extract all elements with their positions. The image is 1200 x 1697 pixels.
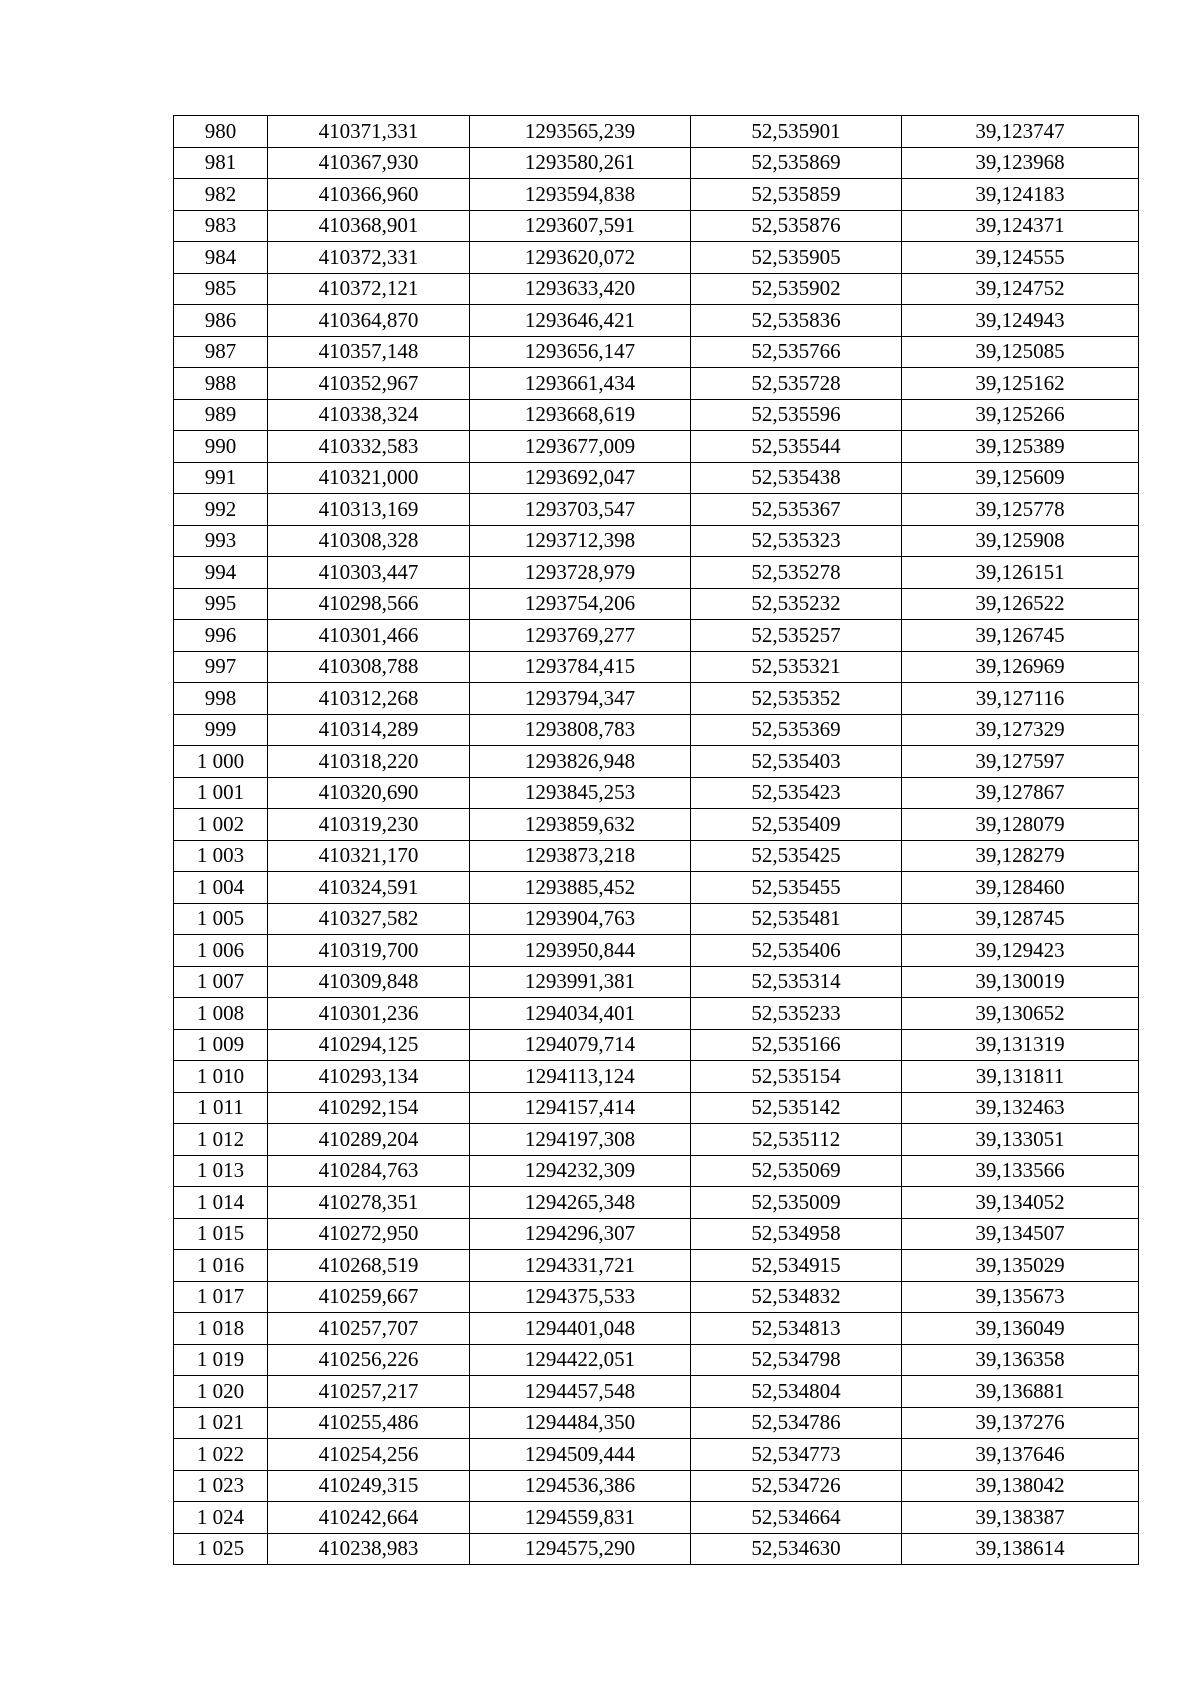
y-coordinate-cell: 1293885,452 — [470, 872, 691, 904]
x-coordinate-cell: 410293,134 — [268, 1061, 470, 1093]
table-row — [174, 1470, 1139, 1502]
point-number-cell: 999 — [174, 714, 268, 746]
longitude-cell: 39,127329 — [902, 714, 1139, 746]
point-number-cell: 980 — [174, 116, 268, 148]
point-number-cell: 982 — [174, 179, 268, 211]
y-coordinate-cell: 1294559,831 — [470, 1502, 691, 1534]
x-coordinate-cell: 410292,154 — [268, 1092, 470, 1124]
longitude-cell: 39,138042 — [902, 1470, 1139, 1502]
longitude-cell: 39,130652 — [902, 998, 1139, 1030]
point-number-cell: 987 — [174, 336, 268, 368]
point-number-cell: 988 — [174, 368, 268, 400]
y-coordinate-cell: 1294509,444 — [470, 1439, 691, 1471]
y-coordinate-cell: 1293580,261 — [470, 147, 691, 179]
x-coordinate-cell: 410372,331 — [268, 242, 470, 274]
x-coordinate-cell: 410289,204 — [268, 1124, 470, 1156]
latitude-cell: 52,535901 — [691, 116, 902, 148]
latitude-cell: 52,535481 — [691, 903, 902, 935]
y-coordinate-cell: 1294575,290 — [470, 1533, 691, 1565]
longitude-cell: 39,125389 — [902, 431, 1139, 463]
longitude-cell: 39,135029 — [902, 1250, 1139, 1282]
x-coordinate-cell: 410367,930 — [268, 147, 470, 179]
latitude-cell: 52,534798 — [691, 1344, 902, 1376]
y-coordinate-cell: 1294034,401 — [470, 998, 691, 1030]
table-row — [174, 1313, 1139, 1345]
x-coordinate-cell: 410364,870 — [268, 305, 470, 337]
y-coordinate-cell: 1293692,047 — [470, 462, 691, 494]
latitude-cell: 52,535321 — [691, 651, 902, 683]
latitude-cell: 52,534813 — [691, 1313, 902, 1345]
table-row — [174, 1281, 1139, 1313]
point-number-cell: 1 004 — [174, 872, 268, 904]
latitude-cell: 52,535438 — [691, 462, 902, 494]
x-coordinate-cell: 410357,148 — [268, 336, 470, 368]
y-coordinate-cell: 1293859,632 — [470, 809, 691, 841]
table-row — [174, 368, 1139, 400]
table-row — [174, 305, 1139, 337]
y-coordinate-cell: 1293991,381 — [470, 966, 691, 998]
latitude-cell: 52,535369 — [691, 714, 902, 746]
longitude-cell: 39,127597 — [902, 746, 1139, 778]
x-coordinate-cell: 410249,315 — [268, 1470, 470, 1502]
table-row — [174, 242, 1139, 274]
latitude-cell: 52,535403 — [691, 746, 902, 778]
table-row — [174, 1344, 1139, 1376]
x-coordinate-cell: 410314,289 — [268, 714, 470, 746]
longitude-cell: 39,125162 — [902, 368, 1139, 400]
longitude-cell: 39,125778 — [902, 494, 1139, 526]
longitude-cell: 39,133566 — [902, 1155, 1139, 1187]
longitude-cell: 39,123968 — [902, 147, 1139, 179]
longitude-cell: 39,125085 — [902, 336, 1139, 368]
point-number-cell: 983 — [174, 210, 268, 242]
x-coordinate-cell: 410256,226 — [268, 1344, 470, 1376]
coordinates-table — [173, 115, 1139, 1565]
latitude-cell: 52,535232 — [691, 588, 902, 620]
point-number-cell: 1 015 — [174, 1218, 268, 1250]
y-coordinate-cell: 1294079,714 — [470, 1029, 691, 1061]
y-coordinate-cell: 1293661,434 — [470, 368, 691, 400]
x-coordinate-cell: 410268,519 — [268, 1250, 470, 1282]
point-number-cell: 989 — [174, 399, 268, 431]
point-number-cell: 998 — [174, 683, 268, 715]
latitude-cell: 52,534773 — [691, 1439, 902, 1471]
latitude-cell: 52,534726 — [691, 1470, 902, 1502]
table-row — [174, 147, 1139, 179]
y-coordinate-cell: 1294457,548 — [470, 1376, 691, 1408]
latitude-cell: 52,535728 — [691, 368, 902, 400]
point-number-cell: 1 009 — [174, 1029, 268, 1061]
point-number-cell: 992 — [174, 494, 268, 526]
longitude-cell: 39,128745 — [902, 903, 1139, 935]
longitude-cell: 39,126745 — [902, 620, 1139, 652]
point-number-cell: 995 — [174, 588, 268, 620]
longitude-cell: 39,133051 — [902, 1124, 1139, 1156]
table-row — [174, 683, 1139, 715]
longitude-cell: 39,126522 — [902, 588, 1139, 620]
table-row — [174, 872, 1139, 904]
table-row — [174, 179, 1139, 211]
y-coordinate-cell: 1293769,277 — [470, 620, 691, 652]
x-coordinate-cell: 410313,169 — [268, 494, 470, 526]
table-row — [174, 840, 1139, 872]
point-number-cell: 1 025 — [174, 1533, 268, 1565]
y-coordinate-cell: 1294113,124 — [470, 1061, 691, 1093]
longitude-cell: 39,130019 — [902, 966, 1139, 998]
y-coordinate-cell: 1293904,763 — [470, 903, 691, 935]
latitude-cell: 52,535278 — [691, 557, 902, 589]
longitude-cell: 39,127116 — [902, 683, 1139, 715]
point-number-cell: 1 003 — [174, 840, 268, 872]
point-number-cell: 1 013 — [174, 1155, 268, 1187]
x-coordinate-cell: 410255,486 — [268, 1407, 470, 1439]
y-coordinate-cell: 1294157,414 — [470, 1092, 691, 1124]
x-coordinate-cell: 410309,848 — [268, 966, 470, 998]
latitude-cell: 52,535323 — [691, 525, 902, 557]
longitude-cell: 39,125908 — [902, 525, 1139, 557]
latitude-cell: 52,534958 — [691, 1218, 902, 1250]
longitude-cell: 39,134507 — [902, 1218, 1139, 1250]
point-number-cell: 981 — [174, 147, 268, 179]
table-row — [174, 1502, 1139, 1534]
latitude-cell: 52,534786 — [691, 1407, 902, 1439]
y-coordinate-cell: 1293845,253 — [470, 777, 691, 809]
table-row — [174, 998, 1139, 1030]
latitude-cell: 52,535425 — [691, 840, 902, 872]
longitude-cell: 39,131811 — [902, 1061, 1139, 1093]
table-row — [174, 210, 1139, 242]
coordinates-table-body — [174, 116, 1139, 1565]
point-number-cell: 993 — [174, 525, 268, 557]
y-coordinate-cell: 1293677,009 — [470, 431, 691, 463]
x-coordinate-cell: 410352,967 — [268, 368, 470, 400]
y-coordinate-cell: 1294265,348 — [470, 1187, 691, 1219]
table-row — [174, 620, 1139, 652]
x-coordinate-cell: 410238,983 — [268, 1533, 470, 1565]
point-number-cell: 986 — [174, 305, 268, 337]
x-coordinate-cell: 410366,960 — [268, 179, 470, 211]
point-number-cell: 1 005 — [174, 903, 268, 935]
longitude-cell: 39,124943 — [902, 305, 1139, 337]
longitude-cell: 39,127867 — [902, 777, 1139, 809]
point-number-cell: 1 016 — [174, 1250, 268, 1282]
x-coordinate-cell: 410308,788 — [268, 651, 470, 683]
table-row — [174, 1061, 1139, 1093]
table-row — [174, 525, 1139, 557]
point-number-cell: 996 — [174, 620, 268, 652]
x-coordinate-cell: 410298,566 — [268, 588, 470, 620]
table-row — [174, 336, 1139, 368]
point-number-cell: 1 024 — [174, 1502, 268, 1534]
longitude-cell: 39,136881 — [902, 1376, 1139, 1408]
point-number-cell: 1 021 — [174, 1407, 268, 1439]
table-row — [174, 1250, 1139, 1282]
x-coordinate-cell: 410319,700 — [268, 935, 470, 967]
y-coordinate-cell: 1293712,398 — [470, 525, 691, 557]
point-number-cell: 984 — [174, 242, 268, 274]
table-row — [174, 1376, 1139, 1408]
table-row — [174, 746, 1139, 778]
longitude-cell: 39,137646 — [902, 1439, 1139, 1471]
latitude-cell: 52,535544 — [691, 431, 902, 463]
latitude-cell: 52,535902 — [691, 273, 902, 305]
y-coordinate-cell: 1293565,239 — [470, 116, 691, 148]
latitude-cell: 52,535142 — [691, 1092, 902, 1124]
x-coordinate-cell: 410278,351 — [268, 1187, 470, 1219]
point-number-cell: 1 022 — [174, 1439, 268, 1471]
y-coordinate-cell: 1294536,386 — [470, 1470, 691, 1502]
longitude-cell: 39,128279 — [902, 840, 1139, 872]
y-coordinate-cell: 1293826,948 — [470, 746, 691, 778]
table-row — [174, 714, 1139, 746]
y-coordinate-cell: 1293620,072 — [470, 242, 691, 274]
y-coordinate-cell: 1294296,307 — [470, 1218, 691, 1250]
latitude-cell: 52,535836 — [691, 305, 902, 337]
table-row — [174, 588, 1139, 620]
x-coordinate-cell: 410324,591 — [268, 872, 470, 904]
longitude-cell: 39,134052 — [902, 1187, 1139, 1219]
longitude-cell: 39,124183 — [902, 179, 1139, 211]
table-row — [174, 1218, 1139, 1250]
latitude-cell: 52,534804 — [691, 1376, 902, 1408]
table-row — [174, 1407, 1139, 1439]
latitude-cell: 52,535869 — [691, 147, 902, 179]
y-coordinate-cell: 1294232,309 — [470, 1155, 691, 1187]
longitude-cell: 39,137276 — [902, 1407, 1139, 1439]
point-number-cell: 991 — [174, 462, 268, 494]
longitude-cell: 39,135673 — [902, 1281, 1139, 1313]
x-coordinate-cell: 410294,125 — [268, 1029, 470, 1061]
point-number-cell: 1 018 — [174, 1313, 268, 1345]
latitude-cell: 52,535154 — [691, 1061, 902, 1093]
latitude-cell: 52,535406 — [691, 935, 902, 967]
x-coordinate-cell: 410259,667 — [268, 1281, 470, 1313]
latitude-cell: 52,535314 — [691, 966, 902, 998]
longitude-cell: 39,129423 — [902, 935, 1139, 967]
longitude-cell: 39,136049 — [902, 1313, 1139, 1345]
y-coordinate-cell: 1293950,844 — [470, 935, 691, 967]
x-coordinate-cell: 410338,324 — [268, 399, 470, 431]
table-row — [174, 966, 1139, 998]
longitude-cell: 39,125609 — [902, 462, 1139, 494]
longitude-cell: 39,128079 — [902, 809, 1139, 841]
x-coordinate-cell: 410242,664 — [268, 1502, 470, 1534]
x-coordinate-cell: 410257,217 — [268, 1376, 470, 1408]
x-coordinate-cell: 410320,690 — [268, 777, 470, 809]
y-coordinate-cell: 1293873,218 — [470, 840, 691, 872]
y-coordinate-cell: 1293633,420 — [470, 273, 691, 305]
x-coordinate-cell: 410319,230 — [268, 809, 470, 841]
y-coordinate-cell: 1294484,350 — [470, 1407, 691, 1439]
table-row — [174, 903, 1139, 935]
longitude-cell: 39,136358 — [902, 1344, 1139, 1376]
table-row — [174, 273, 1139, 305]
longitude-cell: 39,138387 — [902, 1502, 1139, 1534]
point-number-cell: 1 002 — [174, 809, 268, 841]
latitude-cell: 52,535876 — [691, 210, 902, 242]
latitude-cell: 52,535166 — [691, 1029, 902, 1061]
latitude-cell: 52,535367 — [691, 494, 902, 526]
table-row — [174, 1533, 1139, 1565]
latitude-cell: 52,535112 — [691, 1124, 902, 1156]
point-number-cell: 1 006 — [174, 935, 268, 967]
point-number-cell: 985 — [174, 273, 268, 305]
x-coordinate-cell: 410321,000 — [268, 462, 470, 494]
latitude-cell: 52,535257 — [691, 620, 902, 652]
x-coordinate-cell: 410372,121 — [268, 273, 470, 305]
longitude-cell: 39,125266 — [902, 399, 1139, 431]
longitude-cell: 39,126151 — [902, 557, 1139, 589]
point-number-cell: 1 008 — [174, 998, 268, 1030]
longitude-cell: 39,126969 — [902, 651, 1139, 683]
x-coordinate-cell: 410318,220 — [268, 746, 470, 778]
x-coordinate-cell: 410371,331 — [268, 116, 470, 148]
x-coordinate-cell: 410312,268 — [268, 683, 470, 715]
longitude-cell: 39,131319 — [902, 1029, 1139, 1061]
x-coordinate-cell: 410272,950 — [268, 1218, 470, 1250]
latitude-cell: 52,535423 — [691, 777, 902, 809]
longitude-cell: 39,128460 — [902, 872, 1139, 904]
y-coordinate-cell: 1293728,979 — [470, 557, 691, 589]
table-row — [174, 1187, 1139, 1219]
x-coordinate-cell: 410254,256 — [268, 1439, 470, 1471]
table-row — [174, 809, 1139, 841]
table-row — [174, 494, 1139, 526]
point-number-cell: 1 001 — [174, 777, 268, 809]
table-row — [174, 462, 1139, 494]
y-coordinate-cell: 1294375,533 — [470, 1281, 691, 1313]
table-row — [174, 935, 1139, 967]
y-coordinate-cell: 1293594,838 — [470, 179, 691, 211]
point-number-cell: 990 — [174, 431, 268, 463]
table-row — [174, 1439, 1139, 1471]
latitude-cell: 52,535596 — [691, 399, 902, 431]
y-coordinate-cell: 1294331,721 — [470, 1250, 691, 1282]
latitude-cell: 52,534915 — [691, 1250, 902, 1282]
table-row — [174, 116, 1139, 148]
point-number-cell: 1 019 — [174, 1344, 268, 1376]
table-row — [174, 1092, 1139, 1124]
point-number-cell: 1 017 — [174, 1281, 268, 1313]
longitude-cell: 39,123747 — [902, 116, 1139, 148]
latitude-cell: 52,534630 — [691, 1533, 902, 1565]
y-coordinate-cell: 1293668,619 — [470, 399, 691, 431]
latitude-cell: 52,535069 — [691, 1155, 902, 1187]
point-number-cell: 1 023 — [174, 1470, 268, 1502]
latitude-cell: 52,535905 — [691, 242, 902, 274]
point-number-cell: 1 000 — [174, 746, 268, 778]
point-number-cell: 994 — [174, 557, 268, 589]
point-number-cell: 1 011 — [174, 1092, 268, 1124]
x-coordinate-cell: 410321,170 — [268, 840, 470, 872]
latitude-cell: 52,535409 — [691, 809, 902, 841]
table-row — [174, 777, 1139, 809]
table-row — [174, 1155, 1139, 1187]
latitude-cell: 52,535455 — [691, 872, 902, 904]
point-number-cell: 1 020 — [174, 1376, 268, 1408]
x-coordinate-cell: 410308,328 — [268, 525, 470, 557]
y-coordinate-cell: 1294197,308 — [470, 1124, 691, 1156]
table-row — [174, 1029, 1139, 1061]
longitude-cell: 39,124752 — [902, 273, 1139, 305]
table-row — [174, 1124, 1139, 1156]
x-coordinate-cell: 410301,466 — [268, 620, 470, 652]
x-coordinate-cell: 410301,236 — [268, 998, 470, 1030]
y-coordinate-cell: 1293808,783 — [470, 714, 691, 746]
x-coordinate-cell: 410327,582 — [268, 903, 470, 935]
point-number-cell: 1 007 — [174, 966, 268, 998]
x-coordinate-cell: 410303,447 — [268, 557, 470, 589]
y-coordinate-cell: 1293794,347 — [470, 683, 691, 715]
latitude-cell: 52,535766 — [691, 336, 902, 368]
x-coordinate-cell: 410257,707 — [268, 1313, 470, 1345]
latitude-cell: 52,535352 — [691, 683, 902, 715]
point-number-cell: 1 010 — [174, 1061, 268, 1093]
y-coordinate-cell: 1293703,547 — [470, 494, 691, 526]
longitude-cell: 39,124371 — [902, 210, 1139, 242]
y-coordinate-cell: 1293646,421 — [470, 305, 691, 337]
longitude-cell: 39,138614 — [902, 1533, 1139, 1565]
y-coordinate-cell: 1294422,051 — [470, 1344, 691, 1376]
point-number-cell: 997 — [174, 651, 268, 683]
y-coordinate-cell: 1293784,415 — [470, 651, 691, 683]
y-coordinate-cell: 1294401,048 — [470, 1313, 691, 1345]
y-coordinate-cell: 1293754,206 — [470, 588, 691, 620]
longitude-cell: 39,124555 — [902, 242, 1139, 274]
latitude-cell: 52,535859 — [691, 179, 902, 211]
y-coordinate-cell: 1293607,591 — [470, 210, 691, 242]
table-row — [174, 399, 1139, 431]
latitude-cell: 52,534664 — [691, 1502, 902, 1534]
latitude-cell: 52,535009 — [691, 1187, 902, 1219]
point-number-cell: 1 012 — [174, 1124, 268, 1156]
y-coordinate-cell: 1293656,147 — [470, 336, 691, 368]
table-row — [174, 557, 1139, 589]
x-coordinate-cell: 410284,763 — [268, 1155, 470, 1187]
longitude-cell: 39,132463 — [902, 1092, 1139, 1124]
x-coordinate-cell: 410332,583 — [268, 431, 470, 463]
x-coordinate-cell: 410368,901 — [268, 210, 470, 242]
latitude-cell: 52,535233 — [691, 998, 902, 1030]
point-number-cell: 1 014 — [174, 1187, 268, 1219]
table-row — [174, 651, 1139, 683]
table-row — [174, 431, 1139, 463]
latitude-cell: 52,534832 — [691, 1281, 902, 1313]
